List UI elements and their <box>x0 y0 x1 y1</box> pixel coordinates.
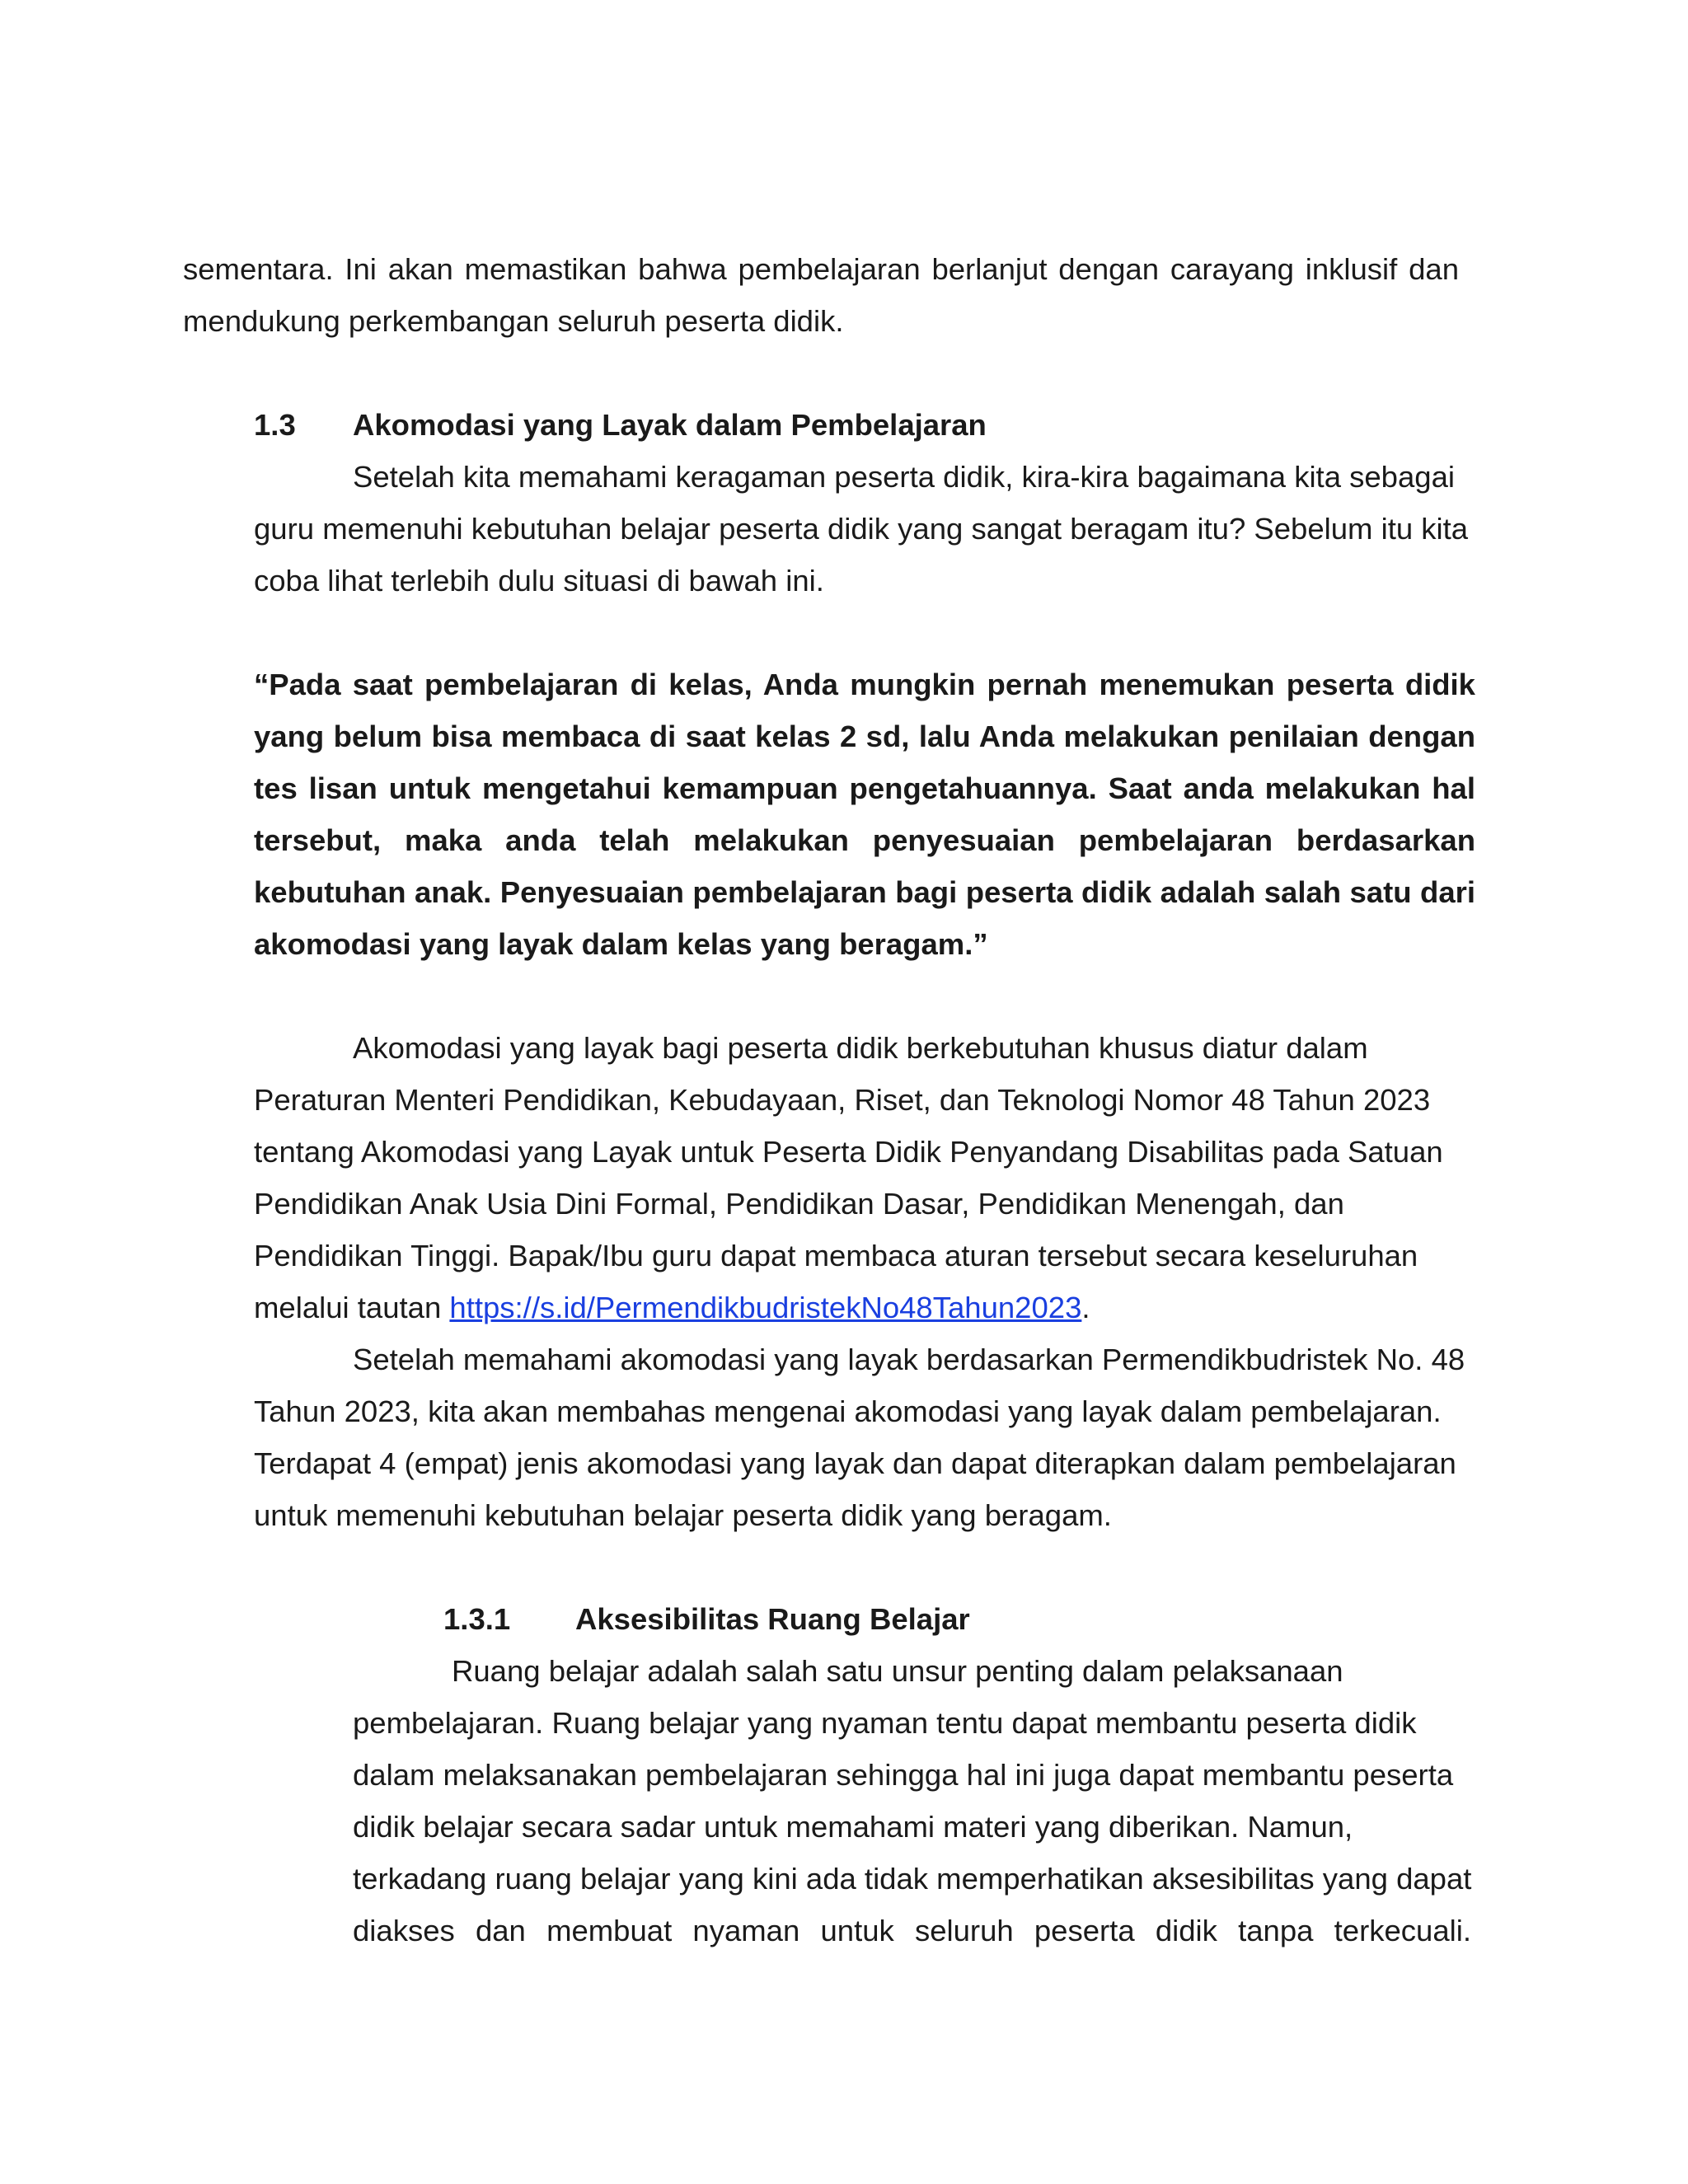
paragraph-line: didik belajar secara sadar untuk memahami materi yang diberikan. Namun, <box>353 1810 1353 1844</box>
paragraph-line: coba lihat terlebih dulu situasi di bawah ini. <box>254 564 824 598</box>
paragraph-line: Ruang belajar adalah salah satu unsur penting dalam pelaksanaan <box>452 1654 1343 1688</box>
intro-line-2: mendukung perkembangan seluruh peserta didik. <box>183 304 844 338</box>
intro-line-1: sementara. Ini akan memastikan bahwa pembelajaran berlanjut dengan carayang inklusif dan <box>183 252 1459 286</box>
link-line <box>254 1290 1090 1326</box>
paragraph-line: Pendidikan Tinggi. Bapak/Ibu guru dapat membaca aturan tersebut secara keseluruhan <box>254 1239 1418 1272</box>
link-prefix: melalui tautan <box>254 1291 450 1324</box>
subsection-number: 1.3.1 <box>443 1602 511 1636</box>
paragraph-line: Peraturan Menteri Pendidikan, Kebudayaan, Riset, dan Teknologi Nomor 48 Tahun 2023 <box>254 1083 1431 1117</box>
paragraph-line: Tahun 2023, kita akan membahas mengenai akomodasi yang layak dalam pembelajaran. <box>254 1394 1442 1428</box>
paragraph-line: Setelah memahami akomodasi yang layak berdasarkan Permendikbudristek No. 48 <box>353 1343 1465 1376</box>
paragraph-line: Setelah kita memahami keragaman peserta didik, kira-kira bagaimana kita sebagai <box>353 460 1455 494</box>
paragraph-line: Terdapat 4 (empat) jenis akomodasi yang layak dan dapat diterapkan dalam pembelajaran <box>254 1446 1456 1480</box>
paragraph-line: pembelajaran. Ruang belajar yang nyaman tentu dapat membantu peserta didik <box>353 1706 1417 1740</box>
quote-line: akomodasi yang layak dalam kelas yang beragam.” <box>254 927 988 961</box>
quote-line: “Pada saat pembelajaran di kelas, Anda mungkin pernah menemukan peserta didik <box>254 668 1475 701</box>
quote-line: tersebut, maka anda telah melakukan penyesuaian pembelajaran berdasarkan <box>254 823 1475 857</box>
section-title: Akomodasi yang Layak dalam Pembelajaran <box>353 408 987 442</box>
link-suffix: . <box>1081 1291 1090 1324</box>
quote-line: tes lisan untuk mengetahui kemampuan pengetahuannya. Saat anda melakukan hal <box>254 771 1475 805</box>
paragraph-line: Pendidikan Anak Usia Dini Formal, Pendidikan Dasar, Pendidikan Menengah, dan <box>254 1187 1344 1221</box>
paragraph-line: untuk memenuhi kebutuhan belajar peserta didik yang beragam. <box>254 1498 1112 1532</box>
quote-line: yang belum bisa membaca di saat kelas 2 sd, lalu Anda melakukan penilaian dengan <box>254 719 1475 753</box>
quote-line: kebutuhan anak. Penyesuaian pembelajaran bagi peserta didik adalah salah satu dari <box>254 875 1475 909</box>
paragraph-line: diakses dan membuat nyaman untuk seluruh peserta didik tanpa terkecuali. <box>353 1914 1471 1947</box>
subsection-title: Aksesibilitas Ruang Belajar <box>575 1602 970 1636</box>
permendikbudristek-link[interactable]: https://s.id/PermendikbudristekNo48Tahun2023 <box>449 1291 1082 1324</box>
paragraph-line: terkadang ruang belajar yang kini ada tidak memperhatikan aksesibilitas yang dapat <box>353 1862 1472 1896</box>
paragraph-line: dalam melaksanakan pembelajaran sehingga hal ini juga dapat membantu peserta <box>353 1758 1454 1792</box>
paragraph-line: guru memenuhi kebutuhan belajar peserta didik yang sangat beragam itu? Sebelum itu kita <box>254 512 1469 546</box>
section-number: 1.3 <box>254 408 296 442</box>
paragraph-line: Akomodasi yang layak bagi peserta didik berkebutuhan khusus diatur dalam <box>353 1031 1368 1065</box>
paragraph-line: tentang Akomodasi yang Layak untuk Peserta Didik Penyandang Disabilitas pada Satuan <box>254 1135 1443 1169</box>
